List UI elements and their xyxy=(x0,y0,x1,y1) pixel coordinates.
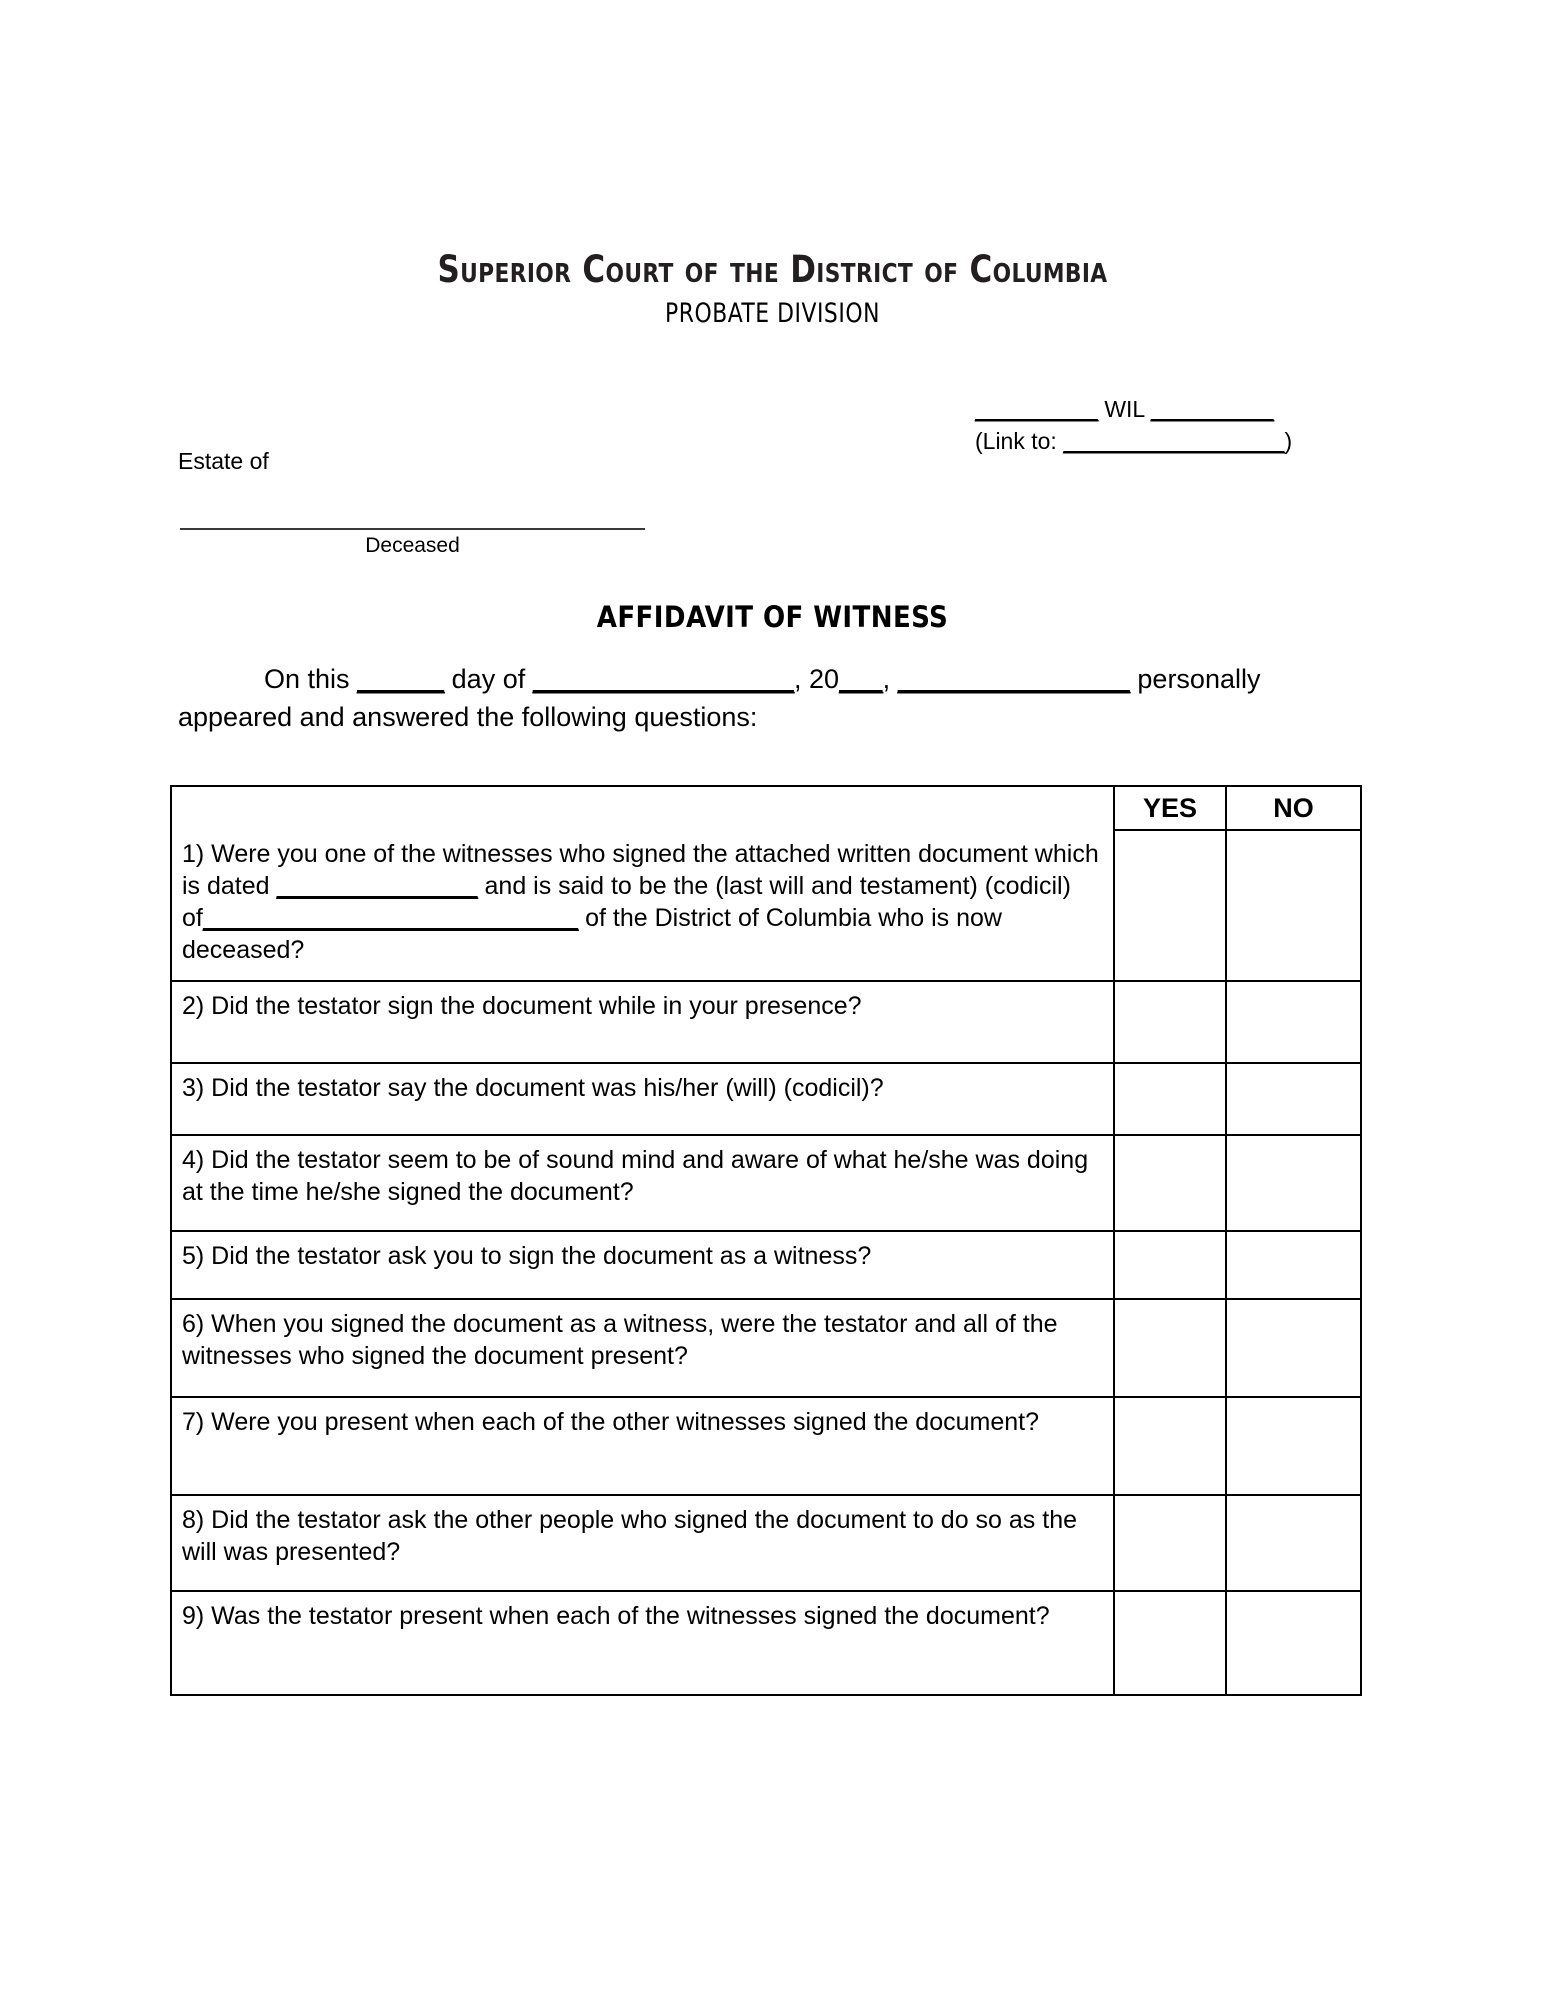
deceased-signature-line[interactable] xyxy=(180,528,645,530)
question-text-7: 7) Were you present when each of the other witnesses signed the document? xyxy=(171,1397,1114,1495)
q1-part-3: of the District of Columbia who is now deceased? xyxy=(182,904,1002,964)
question-text-3: 3) Did the testator say the document was his/her (will) (codicil)? xyxy=(171,1063,1114,1135)
intro-text-1: On this xyxy=(264,664,358,694)
answer-no-4[interactable] xyxy=(1226,1135,1361,1231)
case-number-blank-right[interactable]: __________ xyxy=(1150,396,1274,422)
answer-yes-7[interactable] xyxy=(1114,1397,1226,1495)
intro-blank-name[interactable]: ________________ xyxy=(897,664,1130,694)
question-text-1 xyxy=(171,830,1114,981)
answer-yes-9[interactable] xyxy=(1114,1591,1226,1695)
answer-yes-4[interactable] xyxy=(1114,1135,1226,1231)
table-row xyxy=(171,1397,1361,1495)
table-row xyxy=(171,1591,1361,1695)
case-number-line xyxy=(975,396,1375,423)
answer-yes-3[interactable] xyxy=(1114,1063,1226,1135)
q1-part-2: and is said to be the (last will and testament) (codicil) of xyxy=(182,872,1071,932)
answer-no-5[interactable] xyxy=(1226,1231,1361,1299)
answer-yes-5[interactable] xyxy=(1114,1231,1226,1299)
court-title: Superior Court of the District of Columbia xyxy=(437,248,1108,291)
question-text-5: 5) Did the testator ask you to sign the document as a witness? xyxy=(171,1231,1114,1299)
intro-blank-year[interactable]: ___ xyxy=(839,664,883,694)
table-row xyxy=(171,1063,1361,1135)
deceased-caption: Deceased xyxy=(365,534,460,557)
case-number-blank-left[interactable]: __________ xyxy=(975,396,1098,422)
table-row xyxy=(171,830,1361,981)
answer-no-9[interactable] xyxy=(1226,1591,1361,1695)
questions-table xyxy=(170,785,1362,1696)
affidavit-title: AFFIDAVIT OF WITNESS xyxy=(596,600,949,634)
answer-no-6[interactable] xyxy=(1226,1299,1361,1397)
intro-text-2: day of xyxy=(444,664,533,694)
answer-yes-6[interactable] xyxy=(1114,1299,1226,1397)
intro-text-5: personally appeared and answered the following questions: xyxy=(178,664,1261,732)
answer-no-1[interactable] xyxy=(1226,830,1361,981)
answer-no-3[interactable] xyxy=(1226,1063,1361,1135)
table-row xyxy=(171,1299,1361,1397)
answer-no-7[interactable] xyxy=(1226,1397,1361,1495)
table-row xyxy=(171,1135,1361,1231)
intro-text-4: , xyxy=(882,664,898,694)
question-text-9: 9) Was the testator present when each of the witnesses signed the document? xyxy=(171,1591,1114,1695)
answer-yes-2[interactable] xyxy=(1114,981,1226,1063)
intro-blank-month[interactable]: __________________ xyxy=(532,664,795,694)
link-to-blank[interactable]: __________________ xyxy=(1063,428,1285,454)
intro-blank-day[interactable]: ______ xyxy=(357,664,445,694)
link-to-line xyxy=(975,428,1375,455)
table-row xyxy=(171,1495,1361,1591)
intro-paragraph xyxy=(178,660,1363,736)
question-text-4: 4) Did the testator seem to be of sound mind and aware of what he/she was doing at the time he/she signed the document? xyxy=(171,1135,1114,1231)
header-yes: YES xyxy=(1114,786,1226,830)
division-title: PROBATE DIVISION xyxy=(665,298,880,329)
table-row xyxy=(171,1231,1361,1299)
header-no: NO xyxy=(1226,786,1361,830)
intro-text-3: , 20 xyxy=(794,664,840,694)
answer-no-8[interactable] xyxy=(1226,1495,1361,1591)
case-number-wil-label: WIL xyxy=(1104,396,1145,422)
q1-part-1: 1) Were you one of the witnesses who signed the attached written document which is dated xyxy=(182,840,1099,900)
q1-blank-date[interactable]: _______________ xyxy=(276,872,478,900)
answer-yes-8[interactable] xyxy=(1114,1495,1226,1591)
estate-of-label: Estate of xyxy=(178,448,269,474)
answer-no-2[interactable] xyxy=(1226,981,1361,1063)
table-row xyxy=(171,981,1361,1063)
link-to-prefix: (Link to: xyxy=(975,428,1064,454)
table-header-row xyxy=(171,786,1361,830)
answer-yes-1[interactable] xyxy=(1114,830,1226,981)
question-text-8: 8) Did the testator ask the other people who signed the document to do so as the will was presented? xyxy=(171,1495,1114,1591)
question-text-6: 6) When you signed the document as a witness, were the testator and all of the witnesses who signed the document present? xyxy=(171,1299,1114,1397)
q1-blank-name[interactable]: ____________________________ xyxy=(202,904,579,932)
link-to-suffix: ) xyxy=(1284,428,1293,454)
header-question-blank xyxy=(171,786,1114,830)
question-text-2: 2) Did the testator sign the document while in your presence? xyxy=(171,981,1114,1063)
